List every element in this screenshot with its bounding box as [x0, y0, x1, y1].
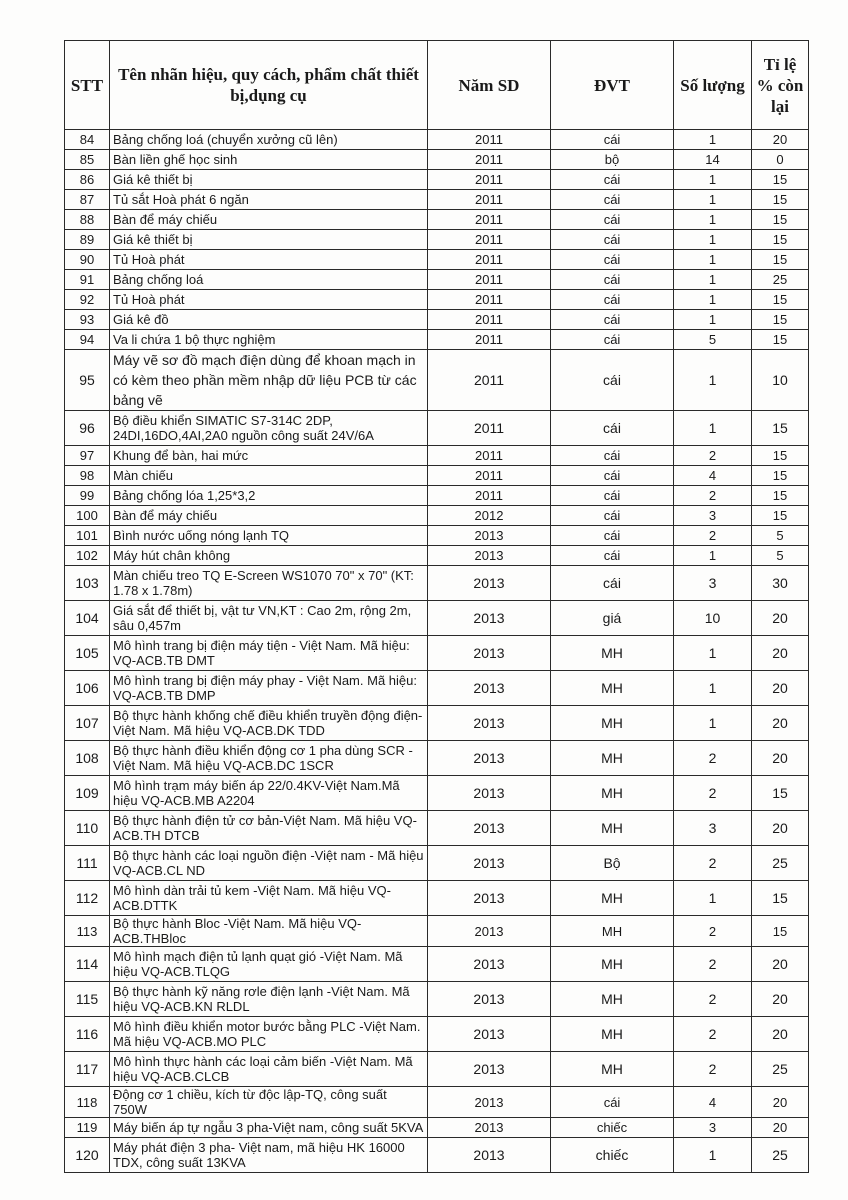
- cell-year: 2011: [428, 170, 551, 190]
- cell-remaining-ratio: 15: [752, 330, 809, 350]
- header-unit: ĐVT: [551, 41, 674, 130]
- cell-stt: 112: [65, 881, 110, 916]
- cell-year: 2011: [428, 411, 551, 446]
- cell-remaining-ratio: 15: [752, 506, 809, 526]
- cell-name: Bình nước uống nóng lạnh TQ: [110, 526, 428, 546]
- cell-name: Bảng chống loá: [110, 270, 428, 290]
- cell-quantity: 14: [674, 150, 752, 170]
- table-row: [65, 741, 809, 776]
- cell-quantity: 1: [674, 671, 752, 706]
- table-row: [65, 811, 809, 846]
- table-row: [65, 190, 809, 210]
- cell-quantity: 2: [674, 526, 752, 546]
- cell-unit: MH: [551, 916, 674, 947]
- cell-name: Màn chiếu treo TQ E-Screen WS1070 70" x 70" (KT: 1.78 x 1.78m): [110, 566, 428, 601]
- cell-name: Mô hình trang bị điện máy phay - Việt Nam. Mã hiệu: VQ-ACB.TB DMP: [110, 671, 428, 706]
- cell-stt: 117: [65, 1052, 110, 1087]
- cell-quantity: 2: [674, 776, 752, 811]
- table-row: [65, 230, 809, 250]
- cell-unit: MH: [551, 1052, 674, 1087]
- cell-name: Mô hình thực hành các loại cảm biến -Việt Nam. Mã hiệu VQ-ACB.CLCB: [110, 1052, 428, 1087]
- table-row: [65, 1087, 809, 1118]
- cell-quantity: 1: [674, 411, 752, 446]
- cell-year: 2011: [428, 330, 551, 350]
- cell-stt: 116: [65, 1017, 110, 1052]
- cell-name: Giá kê thiết bị: [110, 170, 428, 190]
- cell-remaining-ratio: 15: [752, 411, 809, 446]
- cell-quantity: 2: [674, 982, 752, 1017]
- cell-stt: 95: [65, 350, 110, 411]
- cell-year: 2013: [428, 1138, 551, 1173]
- cell-name: Mô hình trang bị điện máy tiện - Việt Nam. Mã hiệu: VQ-ACB.TB DMT: [110, 636, 428, 671]
- cell-quantity: 3: [674, 506, 752, 526]
- cell-remaining-ratio: 15: [752, 170, 809, 190]
- cell-remaining-ratio: 25: [752, 1052, 809, 1087]
- cell-quantity: 1: [674, 636, 752, 671]
- table-body: [65, 130, 809, 1173]
- equipment-table: [64, 40, 809, 1173]
- table-row: [65, 846, 809, 881]
- table-row: [65, 170, 809, 190]
- cell-year: 2013: [428, 1017, 551, 1052]
- cell-year: 2013: [428, 1052, 551, 1087]
- cell-year: 2013: [428, 1118, 551, 1138]
- cell-stt: 101: [65, 526, 110, 546]
- table-row: [65, 526, 809, 546]
- cell-remaining-ratio: 20: [752, 741, 809, 776]
- cell-remaining-ratio: 15: [752, 881, 809, 916]
- cell-remaining-ratio: 15: [752, 210, 809, 230]
- cell-name: Bộ thực hành điện tử cơ bản-Việt Nam. Mã hiệu VQ-ACB.TH DTCB: [110, 811, 428, 846]
- cell-unit: cái: [551, 466, 674, 486]
- cell-stt: 84: [65, 130, 110, 150]
- cell-quantity: 2: [674, 1052, 752, 1087]
- cell-year: 2013: [428, 776, 551, 811]
- cell-quantity: 1: [674, 190, 752, 210]
- cell-name: Va li chứa 1 bộ thực nghiệm: [110, 330, 428, 350]
- cell-year: 2011: [428, 130, 551, 150]
- cell-remaining-ratio: 20: [752, 1087, 809, 1118]
- table-row: [65, 566, 809, 601]
- cell-quantity: 2: [674, 446, 752, 466]
- cell-year: 2013: [428, 546, 551, 566]
- table-row: [65, 411, 809, 446]
- cell-remaining-ratio: 20: [752, 706, 809, 741]
- cell-remaining-ratio: 20: [752, 601, 809, 636]
- cell-year: 2011: [428, 230, 551, 250]
- cell-year: 2013: [428, 741, 551, 776]
- cell-stt: 100: [65, 506, 110, 526]
- cell-unit: giá: [551, 601, 674, 636]
- table-row: [65, 486, 809, 506]
- cell-unit: MH: [551, 982, 674, 1017]
- cell-quantity: 2: [674, 947, 752, 982]
- cell-remaining-ratio: 10: [752, 350, 809, 411]
- cell-year: 2013: [428, 1087, 551, 1118]
- cell-unit: cái: [551, 130, 674, 150]
- cell-stt: 97: [65, 446, 110, 466]
- cell-quantity: 1: [674, 350, 752, 411]
- cell-quantity: 1: [674, 210, 752, 230]
- cell-name: Tủ Hoà phát: [110, 250, 428, 270]
- table-row: [65, 270, 809, 290]
- cell-name: Giá sắt để thiết bị, vật tư VN,KT : Cao 2m, rộng 2m, sâu 0,457m: [110, 601, 428, 636]
- cell-stt: 94: [65, 330, 110, 350]
- cell-unit: MH: [551, 1017, 674, 1052]
- cell-quantity: 1: [674, 250, 752, 270]
- cell-remaining-ratio: 20: [752, 671, 809, 706]
- cell-unit: MH: [551, 776, 674, 811]
- cell-year: 2013: [428, 982, 551, 1017]
- cell-unit: cái: [551, 330, 674, 350]
- cell-quantity: 1: [674, 706, 752, 741]
- cell-quantity: 2: [674, 1017, 752, 1052]
- cell-remaining-ratio: 20: [752, 1017, 809, 1052]
- cell-stt: 109: [65, 776, 110, 811]
- cell-quantity: 1: [674, 881, 752, 916]
- cell-quantity: 4: [674, 1087, 752, 1118]
- cell-unit: cái: [551, 411, 674, 446]
- cell-unit: MH: [551, 811, 674, 846]
- table-row: [65, 776, 809, 811]
- cell-year: 2011: [428, 150, 551, 170]
- cell-year: 2013: [428, 947, 551, 982]
- cell-stt: 88: [65, 210, 110, 230]
- cell-unit: cái: [551, 250, 674, 270]
- cell-stt: 90: [65, 250, 110, 270]
- cell-quantity: 1: [674, 546, 752, 566]
- cell-quantity: 1: [674, 270, 752, 290]
- table-row: [65, 1052, 809, 1087]
- cell-stt: 115: [65, 982, 110, 1017]
- cell-name: Bộ thực hành điều khiển động cơ 1 pha dùng SCR - Việt Nam. Mã hiệu VQ-ACB.DC 1SCR: [110, 741, 428, 776]
- table-row: [65, 250, 809, 270]
- cell-unit: cái: [551, 290, 674, 310]
- cell-stt: 91: [65, 270, 110, 290]
- cell-stt: 102: [65, 546, 110, 566]
- cell-year: 2011: [428, 446, 551, 466]
- table-row: [65, 947, 809, 982]
- cell-name: Động cơ 1 chiều, kích từ độc lập-TQ, công suất 750W: [110, 1087, 428, 1118]
- table-row: [65, 1138, 809, 1173]
- cell-name: Bộ thực hành các loại nguồn điện -Việt nam - Mã hiệu VQ-ACB.CL ND: [110, 846, 428, 881]
- cell-unit: chiếc: [551, 1118, 674, 1138]
- cell-quantity: 10: [674, 601, 752, 636]
- cell-quantity: 4: [674, 466, 752, 486]
- table-row: [65, 546, 809, 566]
- cell-name: Giá kê đồ: [110, 310, 428, 330]
- cell-unit: cái: [551, 230, 674, 250]
- cell-year: 2013: [428, 916, 551, 947]
- cell-year: 2011: [428, 290, 551, 310]
- cell-year: 2013: [428, 671, 551, 706]
- cell-quantity: 1: [674, 230, 752, 250]
- cell-unit: MH: [551, 706, 674, 741]
- cell-remaining-ratio: 25: [752, 270, 809, 290]
- cell-remaining-ratio: 30: [752, 566, 809, 601]
- cell-remaining-ratio: 20: [752, 947, 809, 982]
- cell-unit: cái: [551, 210, 674, 230]
- cell-year: 2013: [428, 881, 551, 916]
- table-row: [65, 1017, 809, 1052]
- cell-name: Bộ thực hành Bloc -Việt Nam. Mã hiệu VQ-ACB.THBloc: [110, 916, 428, 947]
- cell-unit: Bộ: [551, 846, 674, 881]
- table-row: [65, 290, 809, 310]
- cell-remaining-ratio: 15: [752, 446, 809, 466]
- cell-remaining-ratio: 20: [752, 811, 809, 846]
- cell-remaining-ratio: 20: [752, 1118, 809, 1138]
- cell-unit: MH: [551, 947, 674, 982]
- cell-name: Bảng chống lóa 1,25*3,2: [110, 486, 428, 506]
- cell-year: 2013: [428, 636, 551, 671]
- cell-name: Giá kê thiết bị: [110, 230, 428, 250]
- cell-year: 2011: [428, 310, 551, 330]
- cell-remaining-ratio: 20: [752, 130, 809, 150]
- table-row: [65, 150, 809, 170]
- cell-quantity: 1: [674, 130, 752, 150]
- cell-stt: 87: [65, 190, 110, 210]
- table-row: [65, 881, 809, 916]
- table-row: [65, 506, 809, 526]
- table-row: [65, 916, 809, 947]
- header-year: Năm SD: [428, 41, 551, 130]
- cell-name: Tủ sắt Hoà phát 6 ngăn: [110, 190, 428, 210]
- cell-year: 2011: [428, 486, 551, 506]
- cell-year: 2011: [428, 190, 551, 210]
- table-row: [65, 210, 809, 230]
- cell-name: Mô hình điều khiển motor bước bằng PLC -Việt Nam. Mã hiệu VQ-ACB.MO PLC: [110, 1017, 428, 1052]
- cell-quantity: 3: [674, 566, 752, 601]
- cell-remaining-ratio: 20: [752, 982, 809, 1017]
- cell-stt: 113: [65, 916, 110, 947]
- table-row: [65, 671, 809, 706]
- cell-year: 2013: [428, 526, 551, 546]
- cell-stt: 99: [65, 486, 110, 506]
- cell-remaining-ratio: 15: [752, 230, 809, 250]
- cell-remaining-ratio: 15: [752, 290, 809, 310]
- table-row: [65, 601, 809, 636]
- cell-stt: 92: [65, 290, 110, 310]
- header-name: Tên nhãn hiệu, quy cách, phẩm chất thiết bị,dụng cụ: [110, 41, 428, 130]
- cell-remaining-ratio: 15: [752, 310, 809, 330]
- cell-name: Tủ Hoà phát: [110, 290, 428, 310]
- cell-quantity: 1: [674, 310, 752, 330]
- cell-remaining-ratio: 15: [752, 190, 809, 210]
- cell-stt: 85: [65, 150, 110, 170]
- cell-remaining-ratio: 15: [752, 486, 809, 506]
- cell-quantity: 1: [674, 170, 752, 190]
- cell-quantity: 5: [674, 330, 752, 350]
- cell-name: Bàn liền ghế học sinh: [110, 150, 428, 170]
- cell-unit: cái: [551, 190, 674, 210]
- cell-name: Máy biến áp tự ngẫu 3 pha-Việt nam, công suất 5KVA: [110, 1118, 428, 1138]
- cell-stt: 120: [65, 1138, 110, 1173]
- cell-year: 2011: [428, 270, 551, 290]
- cell-year: 2013: [428, 706, 551, 741]
- cell-name: Mô hình trạm máy biến áp 22/0.4KV-Việt Nam.Mã hiệu VQ-ACB.MB A2204: [110, 776, 428, 811]
- header-quantity: Số lượng: [674, 41, 752, 130]
- cell-unit: cái: [551, 446, 674, 466]
- cell-remaining-ratio: 0: [752, 150, 809, 170]
- cell-year: 2012: [428, 506, 551, 526]
- cell-unit: cái: [551, 350, 674, 411]
- cell-unit: MH: [551, 636, 674, 671]
- cell-unit: cái: [551, 526, 674, 546]
- table-row: [65, 466, 809, 486]
- cell-name: Khung để bàn, hai mức: [110, 446, 428, 466]
- cell-quantity: 2: [674, 741, 752, 776]
- cell-remaining-ratio: 25: [752, 846, 809, 881]
- cell-name: Màn chiếu: [110, 466, 428, 486]
- cell-stt: 111: [65, 846, 110, 881]
- cell-year: 2011: [428, 210, 551, 230]
- cell-remaining-ratio: 15: [752, 776, 809, 811]
- table-row: [65, 310, 809, 330]
- cell-name: Máy vẽ sơ đồ mạch điện dùng để khoan mạch in có kèm theo phần mềm nhập dữ liệu PCB từ các bảng vẽ: [110, 350, 428, 411]
- cell-remaining-ratio: 15: [752, 916, 809, 947]
- cell-stt: 106: [65, 671, 110, 706]
- cell-quantity: 2: [674, 846, 752, 881]
- cell-unit: cái: [551, 506, 674, 526]
- cell-unit: cái: [551, 1087, 674, 1118]
- cell-stt: 89: [65, 230, 110, 250]
- cell-stt: 98: [65, 466, 110, 486]
- cell-year: 2013: [428, 811, 551, 846]
- cell-name: Bàn để máy chiếu: [110, 506, 428, 526]
- cell-unit: bộ: [551, 150, 674, 170]
- table-row: [65, 330, 809, 350]
- cell-quantity: 1: [674, 1138, 752, 1173]
- cell-unit: cái: [551, 546, 674, 566]
- cell-remaining-ratio: 15: [752, 250, 809, 270]
- table-row: [65, 350, 809, 411]
- cell-quantity: 2: [674, 916, 752, 947]
- table-row: [65, 636, 809, 671]
- cell-name: Máy hút chân không: [110, 546, 428, 566]
- cell-quantity: 3: [674, 1118, 752, 1138]
- cell-unit: cái: [551, 270, 674, 290]
- cell-name: Bộ điều khiển SIMATIC S7-314C 2DP, 24DI,16DO,4AI,2A0 nguồn công suất 24V/6A: [110, 411, 428, 446]
- cell-stt: 108: [65, 741, 110, 776]
- header-stt: STT: [65, 41, 110, 130]
- cell-name: Mô hình mạch điện tủ lạnh quạt gió -Việt Nam. Mã hiệu VQ-ACB.TLQG: [110, 947, 428, 982]
- cell-stt: 114: [65, 947, 110, 982]
- cell-remaining-ratio: 25: [752, 1138, 809, 1173]
- table-row: [65, 446, 809, 466]
- cell-unit: cái: [551, 310, 674, 330]
- cell-name: Bộ thực hành khống chế điều khiển truyền động điện- Việt Nam. Mã hiệu VQ-ACB.DK TDD: [110, 706, 428, 741]
- cell-stt: 118: [65, 1087, 110, 1118]
- cell-stt: 110: [65, 811, 110, 846]
- cell-remaining-ratio: 20: [752, 636, 809, 671]
- cell-stt: 103: [65, 566, 110, 601]
- cell-quantity: 1: [674, 290, 752, 310]
- cell-stt: 104: [65, 601, 110, 636]
- table-row: [65, 130, 809, 150]
- cell-name: Máy phát điện 3 pha- Việt nam, mã hiệu HK 16000 TDX, công suất 13KVA: [110, 1138, 428, 1173]
- cell-quantity: 3: [674, 811, 752, 846]
- cell-stt: 119: [65, 1118, 110, 1138]
- header-remaining-ratio: Tỉ lệ % còn lại: [752, 41, 809, 130]
- cell-stt: 93: [65, 310, 110, 330]
- cell-unit: cái: [551, 486, 674, 506]
- cell-year: 2013: [428, 601, 551, 636]
- cell-name: Bộ thực hành kỹ năng rơle điện lạnh -Việt Nam. Mã hiệu VQ-ACB.KN RLDL: [110, 982, 428, 1017]
- table-header-row: [65, 41, 809, 130]
- table-row: [65, 706, 809, 741]
- cell-name: Bàn để máy chiếu: [110, 210, 428, 230]
- cell-unit: cái: [551, 170, 674, 190]
- table-row: [65, 982, 809, 1017]
- cell-year: 2013: [428, 846, 551, 881]
- cell-unit: MH: [551, 741, 674, 776]
- cell-name: Mô hình dàn trải tủ kem -Việt Nam. Mã hiệu VQ-ACB.DTTK: [110, 881, 428, 916]
- table-row: [65, 1118, 809, 1138]
- cell-name: Bảng chống loá (chuyển xưởng cũ lên): [110, 130, 428, 150]
- cell-unit: cái: [551, 566, 674, 601]
- cell-remaining-ratio: 5: [752, 526, 809, 546]
- cell-remaining-ratio: 15: [752, 466, 809, 486]
- cell-unit: chiếc: [551, 1138, 674, 1173]
- cell-stt: 105: [65, 636, 110, 671]
- cell-year: 2011: [428, 350, 551, 411]
- cell-remaining-ratio: 5: [752, 546, 809, 566]
- cell-year: 2011: [428, 466, 551, 486]
- cell-unit: MH: [551, 881, 674, 916]
- cell-year: 2013: [428, 566, 551, 601]
- cell-stt: 86: [65, 170, 110, 190]
- cell-year: 2011: [428, 250, 551, 270]
- cell-unit: MH: [551, 671, 674, 706]
- cell-quantity: 2: [674, 486, 752, 506]
- cell-stt: 107: [65, 706, 110, 741]
- cell-stt: 96: [65, 411, 110, 446]
